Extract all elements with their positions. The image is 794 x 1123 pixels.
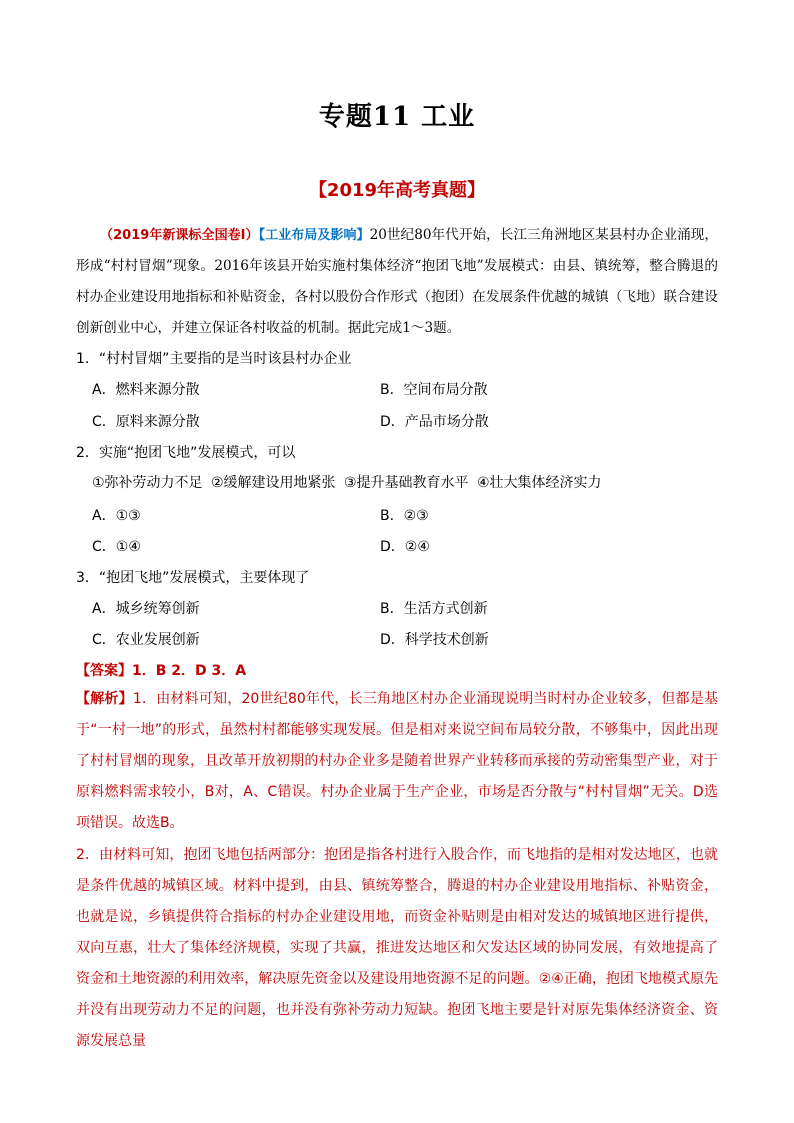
- question-1-option-a: A．燃料来源分散: [92, 382, 200, 398]
- question-2-option-b: B．②③: [380, 508, 429, 524]
- question-1-stem: 1．“村村冒烟”主要指的是当时该县村办企业: [76, 351, 352, 367]
- analysis-paragraph-2: 2．由材料可知，抱团飞地包括两部分：抱团是指各村进行入股合作，而飞地指的是相对发达地区，也就是条件优越的城镇区域。材料中提到，由县、镇统筹整合，腾退的村办企业建设用地指标、补贴资金，也就是说，乡镇提供符合指标的村办企业建设用地，而资金补贴则是由相对发达的城镇地区进行提供，双向互惠，壮大了集体经济规模，实现了共赢，推进发达地区和欠发达区域的协同发展，有效地提高了资金和土地资源的利用效率，解决原先资金以及建设用地资源不足的问题。②④正确，抱团飞地模式原先并没有出现劳动力不足的问题，也并没有弥补劳动力短缺。抱团飞地主要是针对原先集体经济资金、资源发展总量: [76, 847, 718, 1049]
- question-1-option-c: C．原料来源分散: [92, 414, 200, 430]
- intro-topic: 【工业布局及影响】: [258, 228, 370, 243]
- question-2-option-a: A．①③: [92, 508, 141, 524]
- answer-key: 【答案】1．B 2．D 3．A: [76, 663, 247, 679]
- intro-source: （2019年新课标全国卷Ⅰ）: [100, 228, 259, 243]
- intro-text: 20世纪80年代开始，长江三角洲地区某县村办企业涌现，形成“村村冒烟”现象。2016年该县开始实施村集体经济“抱团飞地”发展模式：由县、镇统筹，整合腾退的村办企业建设用地指标和补贴资金，各村以股份合作形式（抱团）在发展条件优越的城镇（飞地）联合建设创新创业中心，并建立保证各村收益的机制。据此完成1～3题。: [76, 227, 718, 336]
- analysis-paragraph-1: [76, 684, 718, 839]
- analysis-label: 【解析】: [76, 691, 133, 707]
- question-3-option-d: D．科学技术创新: [380, 632, 489, 648]
- intro-passage: [76, 220, 718, 344]
- question-3-option-a: A．城乡统筹创新: [92, 601, 200, 617]
- question-3-stem: 3．“抱团飞地”发展模式，主要体现了: [76, 570, 310, 586]
- question-3-option-c: C．农业发展创新: [92, 632, 200, 648]
- question-3-option-b: B．生活方式创新: [380, 601, 488, 617]
- page-title: 专题11 工业: [318, 102, 476, 132]
- analysis-text-1: 1．由材料可知，20世纪80年代，长三角地区村办企业涌现说明当时村办企业较多，但都是基于“一村一地”的形式，虽然村村都能够实现发展。但是相对来说空间布局较分散，不够集中，因此出现了村村冒烟的现象，且改革开放初期的村办企业多是随着世界产业转移而承接的劳动密集型产业，对于原料燃料需求较小，B对，A、C错误。村办企业属于生产企业，市场是否分散与“村村冒烟”无关。D选项错误。故选B。: [76, 691, 718, 831]
- question-1-option-b: B．空间布局分散: [380, 382, 488, 398]
- question-2-statements: ①弥补劳动力不足 ②缓解建设用地紧张 ③提升基础教育水平 ④壮大集体经济实力: [92, 475, 602, 491]
- question-2-option-d: D．②④: [380, 539, 430, 555]
- question-1-option-d: D．产品市场分散: [380, 414, 489, 430]
- question-2-option-c: C．①④: [92, 539, 141, 555]
- section-title: 【2019年高考真题】: [308, 180, 486, 201]
- question-2-stem: 2．实施“抱团飞地”发展模式，可以: [76, 445, 296, 461]
